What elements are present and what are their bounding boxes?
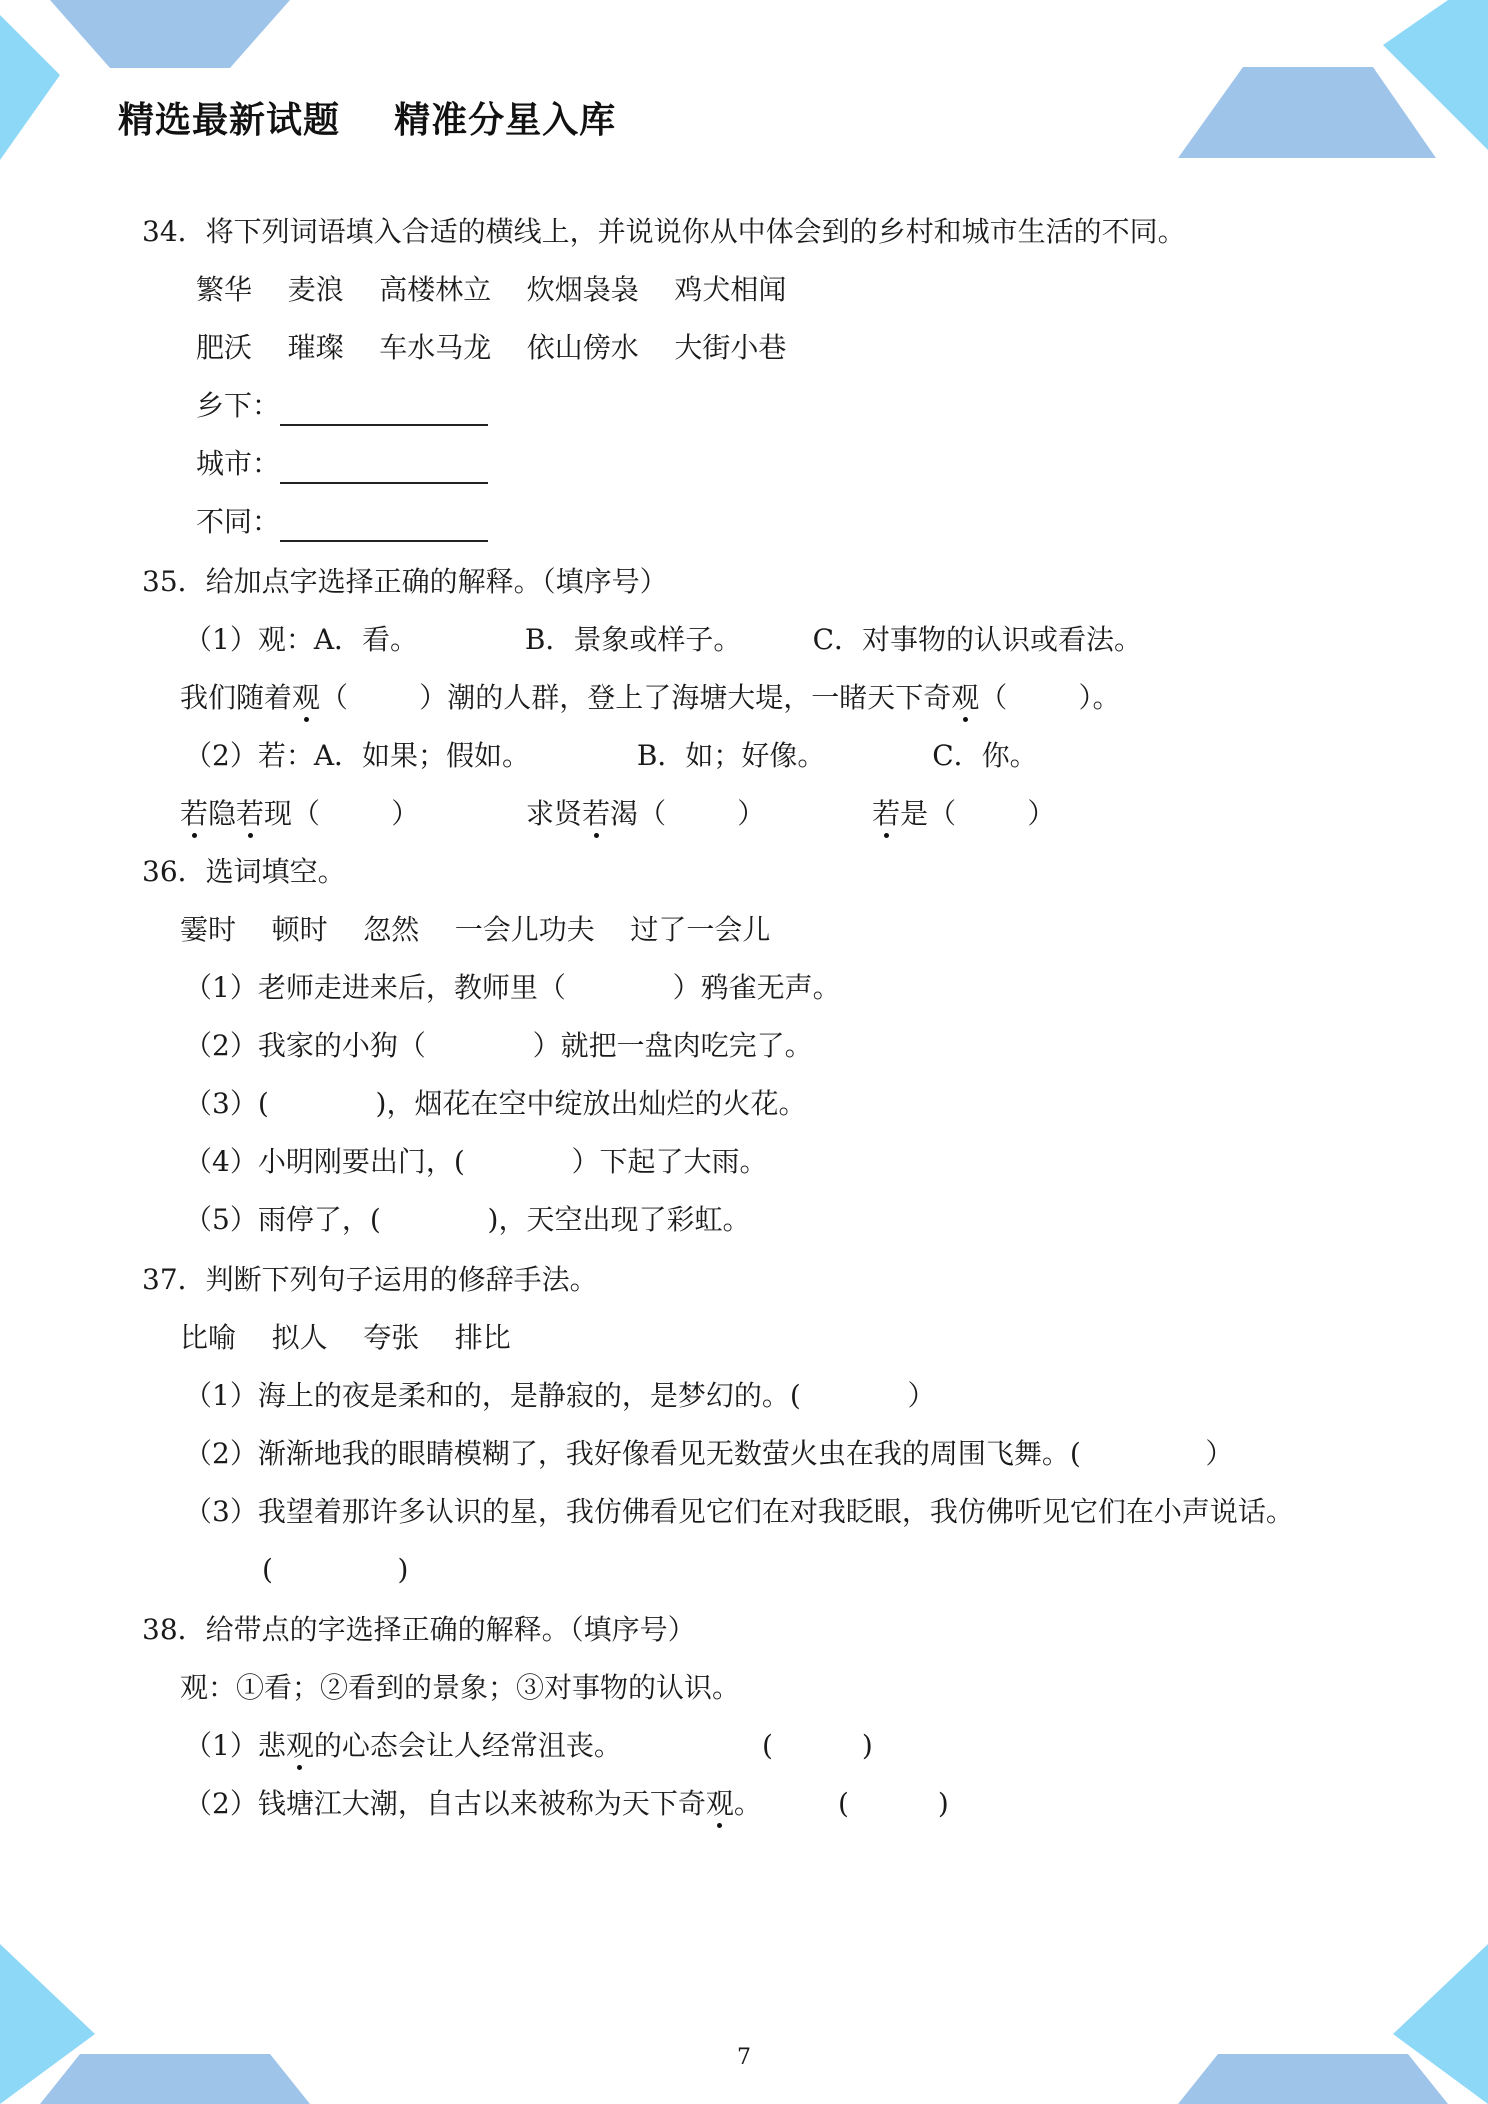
sentence-text: 渴（ ） (610, 797, 873, 830)
q36-item-3: （3）( )，烟花在空中绽放出灿烂的火花。 (184, 1087, 807, 1120)
sentence-text: （2）钱塘江大潮，自古以来被称为天下奇 (184, 1787, 706, 1820)
q37-item-3-blank[interactable]: ( ) (262, 1553, 409, 1586)
q37-item-2: （2）渐渐地我的眼睛模糊了，我好像看见无数萤火虫在我的周围飞舞。( ） (184, 1437, 1234, 1470)
q36-item-2: （2）我家的小狗（ ）就把一盘肉吃完了。 (184, 1029, 813, 1062)
dotted-char: 观 (951, 678, 979, 718)
q36-word-bank: 霎时 顿时 忽然 一会儿功夫 过了一会儿 (180, 913, 771, 946)
q35-item1-sentence (180, 678, 1120, 718)
rural-answer-blank[interactable] (280, 394, 488, 426)
q37-stem: 37．判断下列句子运用的修辞手法。 (142, 1263, 598, 1296)
q35-item2-options: （2）若：A．如果；假如。 B．如；好像。 C．你。 (184, 739, 1038, 772)
top-left-decoration (0, 0, 300, 170)
sentence-text: （ ）。 (979, 681, 1121, 714)
sentence-text: （ ）潮的人群，登上了海塘大堤，一睹天下奇 (320, 681, 952, 714)
q37-item-1: （1）海上的夜是柔和的，是静寂的，是梦幻的。( ） (184, 1379, 936, 1412)
q38-item-1-blank[interactable]: ( ) (762, 1729, 873, 1762)
q36-item-1: （1）老师走进来后，教师里（ ）鸦雀无声。 (184, 971, 841, 1004)
difference-label: 不同： (196, 505, 281, 538)
header-title: 精选最新试题 精准分星入库 (118, 100, 617, 141)
q34-word-bank-row1: 繁华 麦浪 高楼林立 炊烟袅袅 鸡犬相闻 (196, 273, 787, 306)
q34-difference-row (196, 502, 488, 542)
q37-item-3: （3）我望着那许多认识的星，我仿佛看见它们在对我眨眼，我仿佛听见它们在小声说话。 (184, 1495, 1294, 1528)
q38-item-2-blank[interactable]: ( ) (838, 1787, 949, 1820)
dotted-char: 若 (872, 794, 900, 834)
dotted-char: 观 (292, 678, 320, 718)
q35-stem: 35．给加点字选择正确的解释。（填序号） (142, 565, 668, 598)
sentence-text: 我们随着 (180, 681, 293, 714)
sentence-text: 隐 (208, 797, 237, 830)
page-number: 7 (737, 2045, 751, 2070)
q34-city-row (196, 444, 488, 484)
q37-word-bank: 比喻 拟人 夸张 排比 (180, 1321, 511, 1354)
q35-item2-sentence (180, 794, 1055, 834)
city-answer-blank[interactable] (280, 452, 488, 484)
sentence-text: 的心态会让人经常沮丧。 (313, 1729, 622, 1762)
q36-item-5: （5）雨停了，( )，天空出现了彩虹。 (184, 1203, 751, 1236)
q38-item-2 (184, 1784, 762, 1824)
q35-item1-options: （1）观：A．看。 B．景象或样子。 C．对事物的认识或看法。 (184, 623, 1143, 656)
top-right-decoration (1168, 0, 1488, 170)
q38-options: 观：①看；②看到的景象；③对事物的认识。 (180, 1671, 741, 1704)
q38-stem: 38．给带点的字选择正确的解释。（填序号） (142, 1613, 696, 1646)
dotted-char: 观 (706, 1784, 734, 1824)
sentence-text: 现（ ） 求贤 (264, 797, 583, 830)
bottom-right-decoration (1168, 1924, 1488, 2104)
sentence-text: 是（ ） (900, 797, 1056, 830)
q38-item-1 (184, 1726, 622, 1766)
difference-answer-blank[interactable] (280, 510, 488, 542)
dotted-char: 若 (582, 794, 610, 834)
rural-label: 乡下： (196, 389, 281, 422)
sentence-text: （1）悲 (184, 1729, 286, 1762)
dotted-char: 若 (180, 794, 208, 834)
bottom-left-decoration (0, 1924, 320, 2104)
sentence-text: 。 (733, 1787, 762, 1820)
q34-rural-row (196, 386, 488, 426)
dotted-char: 观 (286, 1726, 314, 1766)
q34-stem: 34．将下列词语填入合适的横线上，并说说你从中体会到的乡村和城市生活的不同。 (142, 215, 1186, 248)
dotted-char: 若 (236, 794, 264, 834)
city-label: 城市： (196, 447, 281, 480)
q34-word-bank-row2: 肥沃 璀璨 车水马龙 依山傍水 大街小巷 (196, 331, 787, 364)
q36-stem: 36．选词填空。 (142, 855, 346, 888)
q36-item-4: （4）小明刚要出门，( ）下起了大雨。 (184, 1145, 768, 1178)
